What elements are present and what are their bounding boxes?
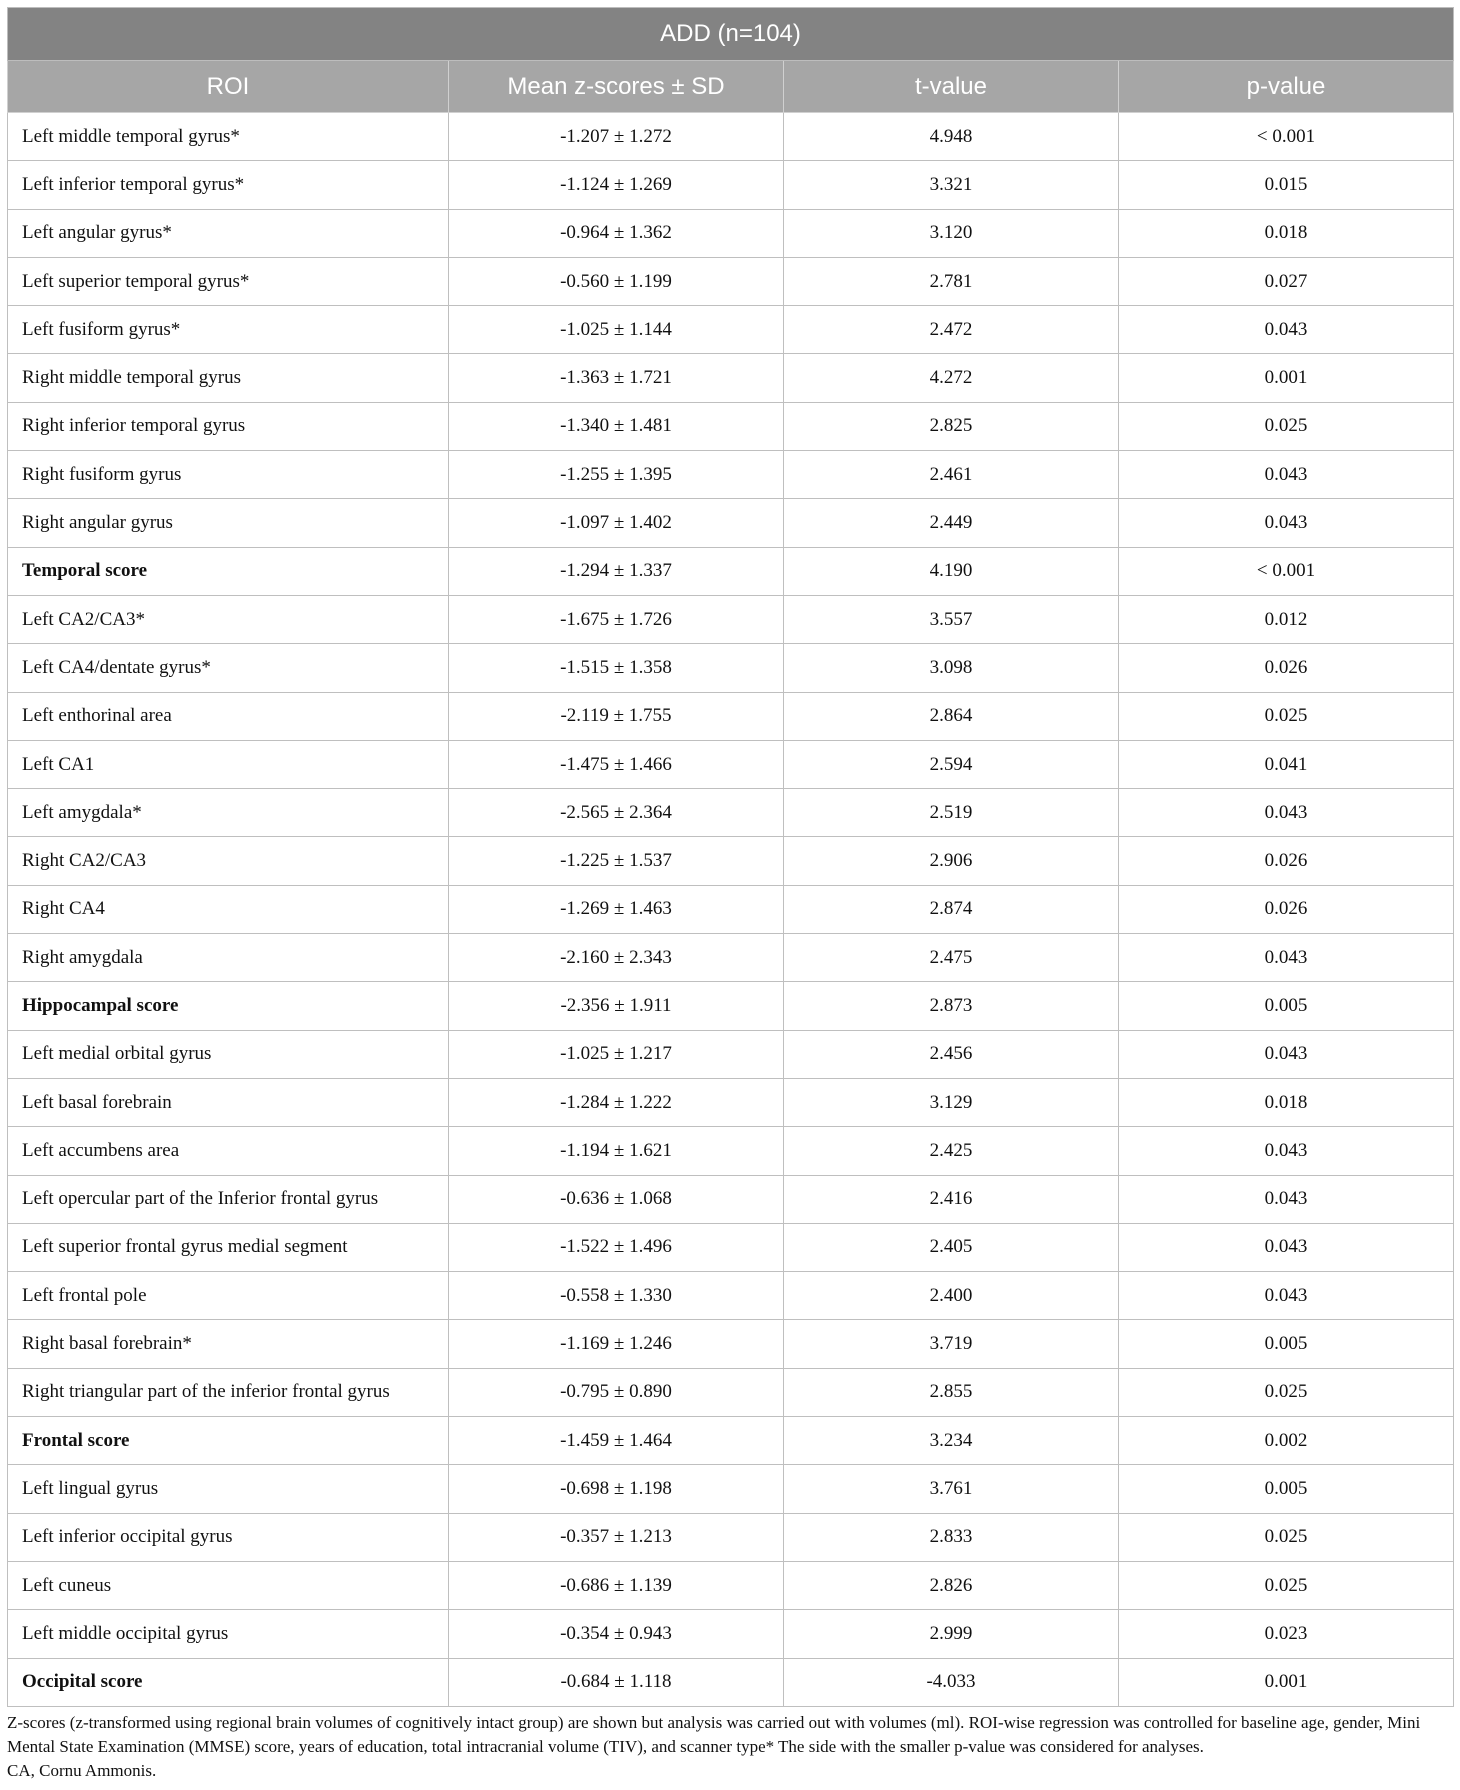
table-row <box>8 499 1454 547</box>
t-value-cell: 3.557 <box>784 595 1119 643</box>
mean-z-cell: -0.636 ± 1.068 <box>449 1175 784 1223</box>
mean-z-cell: -1.340 ± 1.481 <box>449 402 784 450</box>
mean-z-cell: -2.160 ± 2.343 <box>449 934 784 982</box>
table-row <box>8 161 1454 209</box>
t-value-cell: 2.999 <box>784 1610 1119 1658</box>
header-p-value: p-value <box>1119 61 1454 113</box>
p-value-cell: 0.001 <box>1119 354 1454 402</box>
roi-cell: Right CA4 <box>8 885 449 933</box>
roi-cell: Left inferior occipital gyrus <box>8 1513 449 1561</box>
t-value-cell: 2.456 <box>784 1030 1119 1078</box>
table-row <box>8 547 1454 595</box>
roi-cell: Left amygdala* <box>8 789 449 837</box>
roi-cell: Left accumbens area <box>8 1127 449 1175</box>
t-value-cell: 3.234 <box>784 1417 1119 1465</box>
t-value-cell: 3.321 <box>784 161 1119 209</box>
p-value-cell: < 0.001 <box>1119 547 1454 595</box>
p-value-cell: 0.043 <box>1119 306 1454 354</box>
roi-cell: Temporal score <box>8 547 449 595</box>
mean-z-cell: -1.255 ± 1.395 <box>449 451 784 499</box>
mean-z-cell: -0.684 ± 1.118 <box>449 1658 784 1706</box>
roi-cell: Left CA1 <box>8 740 449 788</box>
table-row <box>8 1465 1454 1513</box>
t-value-cell: 2.449 <box>784 499 1119 547</box>
t-value-cell: 2.461 <box>784 451 1119 499</box>
roi-cell: Left inferior temporal gyrus* <box>8 161 449 209</box>
table-row <box>8 1417 1454 1465</box>
t-value-cell: 3.098 <box>784 644 1119 692</box>
t-value-cell: 4.190 <box>784 547 1119 595</box>
p-value-cell: 0.023 <box>1119 1610 1454 1658</box>
roi-cell: Right angular gyrus <box>8 499 449 547</box>
t-value-cell: 2.833 <box>784 1513 1119 1561</box>
mean-z-cell: -1.269 ± 1.463 <box>449 885 784 933</box>
table-row <box>8 1078 1454 1126</box>
table-row <box>8 789 1454 837</box>
t-value-cell: 3.129 <box>784 1078 1119 1126</box>
mean-z-cell: -1.475 ± 1.466 <box>449 740 784 788</box>
table-row <box>8 1175 1454 1223</box>
p-value-cell: 0.026 <box>1119 644 1454 692</box>
t-value-cell: 2.425 <box>784 1127 1119 1175</box>
t-value-cell: 2.781 <box>784 257 1119 305</box>
roi-cell: Left middle occipital gyrus <box>8 1610 449 1658</box>
table-header-row <box>8 61 1454 113</box>
t-value-cell: 2.405 <box>784 1223 1119 1271</box>
roi-cell: Left lingual gyrus <box>8 1465 449 1513</box>
p-value-cell: 0.027 <box>1119 257 1454 305</box>
t-value-cell: 3.761 <box>784 1465 1119 1513</box>
table-row <box>8 885 1454 933</box>
table-row <box>8 1030 1454 1078</box>
t-value-cell: 2.475 <box>784 934 1119 982</box>
t-value-cell: 2.825 <box>784 402 1119 450</box>
table-row <box>8 982 1454 1030</box>
p-value-cell: 0.043 <box>1119 789 1454 837</box>
p-value-cell: 0.026 <box>1119 885 1454 933</box>
table-row <box>8 692 1454 740</box>
p-value-cell: 0.043 <box>1119 1223 1454 1271</box>
header-t-value: t-value <box>784 61 1119 113</box>
p-value-cell: 0.025 <box>1119 1561 1454 1609</box>
p-value-cell: 0.025 <box>1119 1368 1454 1416</box>
table-title: ADD (n=104) <box>8 8 1454 61</box>
mean-z-cell: -0.964 ± 1.362 <box>449 209 784 257</box>
roi-cell: Left CA4/dentate gyrus* <box>8 644 449 692</box>
roi-cell: Right inferior temporal gyrus <box>8 402 449 450</box>
t-value-cell: 2.519 <box>784 789 1119 837</box>
mean-z-cell: -1.097 ± 1.402 <box>449 499 784 547</box>
footnote-text: Z-scores (z-transformed using regional brain volumes of cognitively intact group) are shown but analysis was carried out with volumes (ml). ROI-wise regression was controlled for baseline age, gender, Mini Mental State Examination (MMSE) score, years of education, total intracranial volume (TIV), and scanner type* The side with the smaller p-value was considered for analyses. <box>7 1713 1421 1756</box>
roi-cell: Right CA2/CA3 <box>8 837 449 885</box>
header-roi: ROI <box>8 61 449 113</box>
table-row <box>8 1368 1454 1416</box>
mean-z-cell: -1.025 ± 1.217 <box>449 1030 784 1078</box>
t-value-cell: 2.873 <box>784 982 1119 1030</box>
mean-z-cell: -1.225 ± 1.537 <box>449 837 784 885</box>
t-value-cell: 3.120 <box>784 209 1119 257</box>
table-row <box>8 451 1454 499</box>
t-value-cell: 2.826 <box>784 1561 1119 1609</box>
mean-z-cell: -1.294 ± 1.337 <box>449 547 784 595</box>
roi-cell: Left superior temporal gyrus* <box>8 257 449 305</box>
p-value-cell: 0.041 <box>1119 740 1454 788</box>
roi-cell: Left enthorinal area <box>8 692 449 740</box>
table-row <box>8 354 1454 402</box>
t-value-cell: 2.416 <box>784 1175 1119 1223</box>
roi-cell: Left medial orbital gyrus <box>8 1030 449 1078</box>
roi-cell: Left frontal pole <box>8 1272 449 1320</box>
mean-z-cell: -1.284 ± 1.222 <box>449 1078 784 1126</box>
roi-cell: Right basal forebrain* <box>8 1320 449 1368</box>
table-row <box>8 402 1454 450</box>
roi-cell: Left middle temporal gyrus* <box>8 113 449 161</box>
p-value-cell: 0.005 <box>1119 982 1454 1030</box>
t-value-cell: 4.948 <box>784 113 1119 161</box>
mean-z-cell: -0.795 ± 0.890 <box>449 1368 784 1416</box>
table-row <box>8 740 1454 788</box>
t-value-cell: -4.033 <box>784 1658 1119 1706</box>
table-row <box>8 209 1454 257</box>
roi-cell: Right middle temporal gyrus <box>8 354 449 402</box>
footnote-abbreviation: CA, Cornu Ammonis. <box>7 1761 157 1780</box>
roi-cell: Left angular gyrus* <box>8 209 449 257</box>
p-value-cell: 0.025 <box>1119 1513 1454 1561</box>
p-value-cell: 0.025 <box>1119 402 1454 450</box>
p-value-cell: 0.043 <box>1119 1175 1454 1223</box>
table-row <box>8 837 1454 885</box>
table-row <box>8 257 1454 305</box>
p-value-cell: 0.002 <box>1119 1417 1454 1465</box>
mean-z-cell: -1.207 ± 1.272 <box>449 113 784 161</box>
mean-z-cell: -0.357 ± 1.213 <box>449 1513 784 1561</box>
table-row <box>8 1561 1454 1609</box>
t-value-cell: 2.864 <box>784 692 1119 740</box>
roi-cell: Right fusiform gyrus <box>8 451 449 499</box>
p-value-cell: 0.015 <box>1119 161 1454 209</box>
table-row <box>8 1272 1454 1320</box>
t-value-cell: 2.472 <box>784 306 1119 354</box>
roi-cell: Right amygdala <box>8 934 449 982</box>
mean-z-cell: -1.675 ± 1.726 <box>449 595 784 643</box>
results-table-container <box>7 7 1453 1707</box>
mean-z-cell: -0.686 ± 1.139 <box>449 1561 784 1609</box>
table-footnote <box>7 1711 1453 1783</box>
table-row <box>8 1223 1454 1271</box>
p-value-cell: 0.043 <box>1119 1127 1454 1175</box>
table-row <box>8 1610 1454 1658</box>
p-value-cell: 0.025 <box>1119 692 1454 740</box>
mean-z-cell: -1.124 ± 1.269 <box>449 161 784 209</box>
p-value-cell: 0.026 <box>1119 837 1454 885</box>
roi-cell: Left cuneus <box>8 1561 449 1609</box>
table-row <box>8 1127 1454 1175</box>
mean-z-cell: -2.119 ± 1.755 <box>449 692 784 740</box>
roi-cell: Left fusiform gyrus* <box>8 306 449 354</box>
roi-cell: Occipital score <box>8 1658 449 1706</box>
roi-cell: Left superior frontal gyrus medial segment <box>8 1223 449 1271</box>
roi-cell: Left opercular part of the Inferior frontal gyrus <box>8 1175 449 1223</box>
roi-cell: Left basal forebrain <box>8 1078 449 1126</box>
mean-z-cell: -1.169 ± 1.246 <box>449 1320 784 1368</box>
t-value-cell: 2.906 <box>784 837 1119 885</box>
p-value-cell: < 0.001 <box>1119 113 1454 161</box>
mean-z-cell: -1.459 ± 1.464 <box>449 1417 784 1465</box>
table-row <box>8 934 1454 982</box>
mean-z-cell: -1.363 ± 1.721 <box>449 354 784 402</box>
t-value-cell: 4.272 <box>784 354 1119 402</box>
table-row <box>8 306 1454 354</box>
p-value-cell: 0.005 <box>1119 1465 1454 1513</box>
roi-cell: Right triangular part of the inferior frontal gyrus <box>8 1368 449 1416</box>
p-value-cell: 0.043 <box>1119 499 1454 547</box>
t-value-cell: 2.855 <box>784 1368 1119 1416</box>
p-value-cell: 0.001 <box>1119 1658 1454 1706</box>
p-value-cell: 0.012 <box>1119 595 1454 643</box>
table-row <box>8 1320 1454 1368</box>
t-value-cell: 2.874 <box>784 885 1119 933</box>
table-row <box>8 113 1454 161</box>
table-row <box>8 1513 1454 1561</box>
table-row <box>8 644 1454 692</box>
table-title-row <box>8 8 1454 61</box>
mean-z-cell: -0.558 ± 1.330 <box>449 1272 784 1320</box>
mean-z-cell: -0.560 ± 1.199 <box>449 257 784 305</box>
p-value-cell: 0.043 <box>1119 934 1454 982</box>
header-mean-z: Mean z-scores ± SD <box>449 61 784 113</box>
p-value-cell: 0.043 <box>1119 1030 1454 1078</box>
mean-z-cell: -0.354 ± 0.943 <box>449 1610 784 1658</box>
table-body <box>8 113 1454 1707</box>
p-value-cell: 0.018 <box>1119 209 1454 257</box>
table-row <box>8 595 1454 643</box>
mean-z-cell: -2.356 ± 1.911 <box>449 982 784 1030</box>
mean-z-cell: -1.025 ± 1.144 <box>449 306 784 354</box>
p-value-cell: 0.043 <box>1119 1272 1454 1320</box>
mean-z-cell: -1.515 ± 1.358 <box>449 644 784 692</box>
table-row <box>8 1658 1454 1706</box>
mean-z-cell: -1.194 ± 1.621 <box>449 1127 784 1175</box>
p-value-cell: 0.018 <box>1119 1078 1454 1126</box>
roi-cell: Hippocampal score <box>8 982 449 1030</box>
p-value-cell: 0.005 <box>1119 1320 1454 1368</box>
t-value-cell: 2.400 <box>784 1272 1119 1320</box>
roi-cell: Frontal score <box>8 1417 449 1465</box>
mean-z-cell: -2.565 ± 2.364 <box>449 789 784 837</box>
results-table <box>7 7 1454 1707</box>
p-value-cell: 0.043 <box>1119 451 1454 499</box>
mean-z-cell: -0.698 ± 1.198 <box>449 1465 784 1513</box>
roi-cell: Left CA2/CA3* <box>8 595 449 643</box>
t-value-cell: 3.719 <box>784 1320 1119 1368</box>
mean-z-cell: -1.522 ± 1.496 <box>449 1223 784 1271</box>
t-value-cell: 2.594 <box>784 740 1119 788</box>
